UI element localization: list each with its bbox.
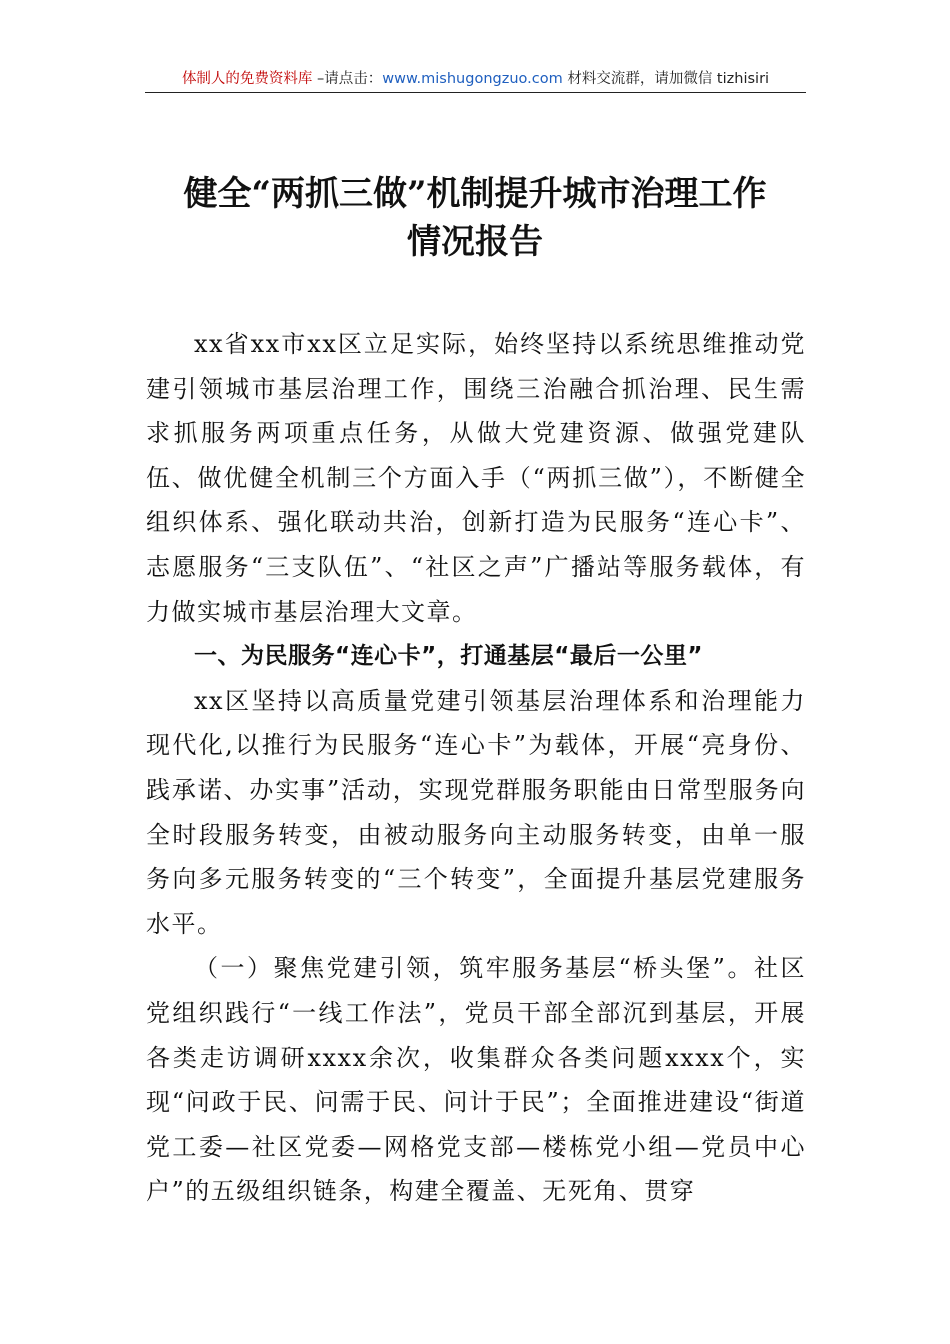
section-1-heading: 一、为民服务“连心卡”，打通基层“最后一公里” — [194, 643, 703, 670]
section-1-paragraph: xx区坚持以高质量党建引领基层治理体系和治理能力现代化,以推行为民服务“连心卡”为载体，开展“亮身份、践承诺、办实事”活动，实现党群服务职能由日常型服务向全时段服务转变，由被动服务向主动服务转变，由单一服务向多元服务转变的“三个转变”，全面提升基层党建服务水平。 — [146, 686, 806, 938]
header-brand: 体制人的免费资料库 — [181, 71, 313, 87]
header-url-link[interactable]: www.mishugongzuo.com — [382, 71, 563, 87]
page-header — [145, 66, 806, 93]
header-separator: –请点击： — [312, 71, 383, 87]
document-title-line1: 健全“两抓三做”机制提升城市治理工作 — [183, 174, 767, 214]
document-title-line2: 情况报告 — [407, 222, 543, 262]
header-contact: 材料交流群，请加微信 tizhisiri — [562, 71, 770, 87]
subsection-1-paragraph: （一）聚焦党建引领，筑牢服务基层“桥头堡”。社区党组织践行“一线工作法”，党员干部全部沉到基层，开展各类走访调研xxxx余次，收集群众各类问题xxxx个，实现“问政于民、问需于民、问计于民”；全面推进建设“街道党工委—社区党委—网格党支部—楼栋党小组—党员中心户”的五级组织链条，构建全覆盖、无死角、贯穿 — [146, 954, 806, 1206]
document-body — [146, 322, 806, 1214]
intro-paragraph: xx省xx市xx区立足实际，始终坚持以系统思维推动党建引领城市基层治理工作，围绕三治融合抓治理、民生需求抓服务两项重点任务，从做大党建资源、做强党建队伍、做优健全机制三个方面入手（“两抓三做”），不断健全组织体系、强化联动共治，创新打造为民服务“连心卡”、志愿服务“三支队伍”、“社区之声”广播站等服务载体，有力做实城市基层治理大文章。 — [146, 330, 806, 626]
